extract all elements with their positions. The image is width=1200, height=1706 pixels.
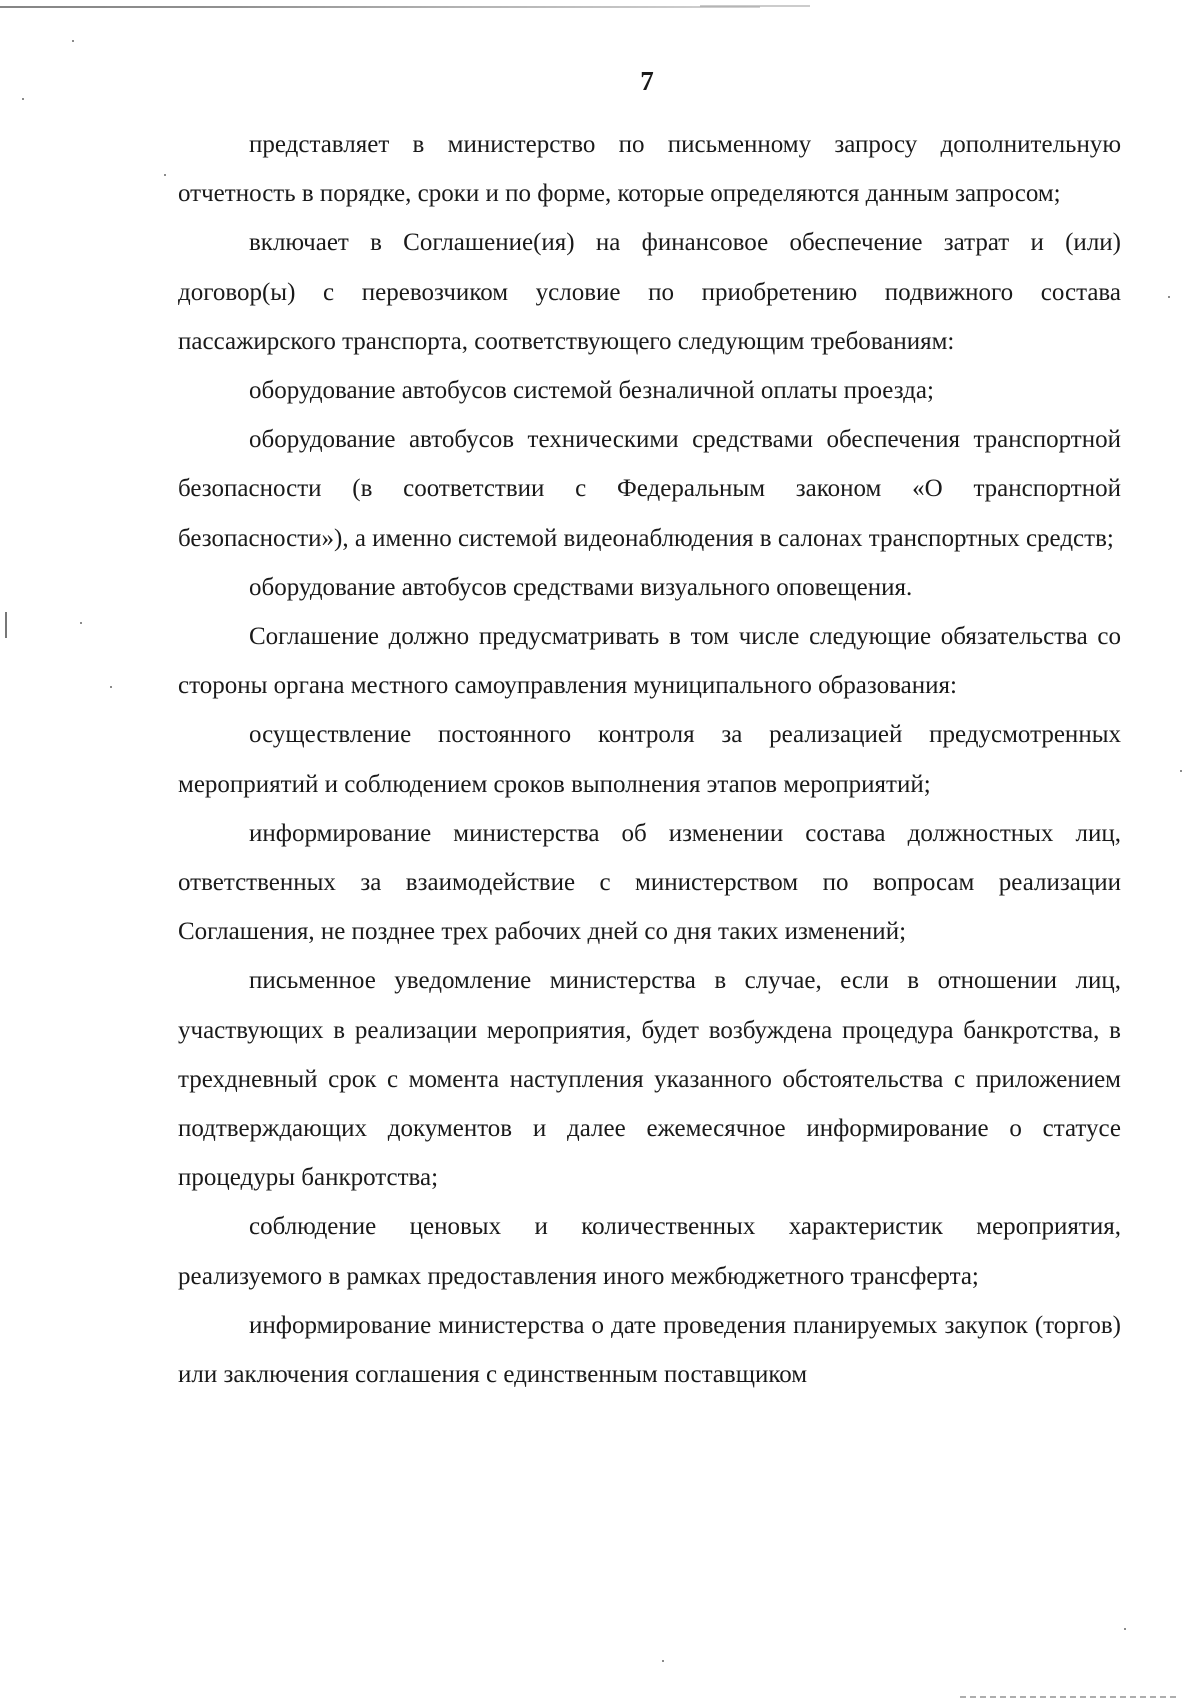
scan-edge-line-bottom [960, 1696, 1180, 1698]
paragraph-price-characteristics: соблюдение ценовых и количественных характеристик мероприятия, реализуемого в рамках предоставления иного межбюджетного трансферта; [178, 1213, 1121, 1290]
scan-speck [22, 98, 24, 100]
paragraph-bankruptcy-notice: письменное уведомление министерства в случае, если в отношении лиц, участвующих в реализации мероприятия, будет возбуждена процедура банкротства, в трехдневный срок с момента наступления указанного обстоятельства с приложением подтверждающих документов и далее ежемесячное информирование о статусе процедуры банкротства; [178, 967, 1121, 1192]
scan-speck [1180, 770, 1182, 772]
paragraph-transport-security: оборудование автобусов техническими средствами обеспечения транспортной безопасности (в соответствии с Федеральным законом «О транспортной безопасности»), а именно системой видеонаблюдения в салонах транспортных средств; [178, 426, 1121, 552]
scan-edge-line-top-right [700, 5, 810, 7]
paragraph-visual-notification: оборудование автобусов средствами визуального оповещения. [249, 573, 913, 601]
scan-speck [72, 40, 74, 42]
scan-speck [164, 174, 166, 176]
paragraph-agreement-terms: включает в Соглашение(ия) на финансовое обеспечение затрат и (или) договор(ы) с перевозчиком условие по приобретению подвижного состава пассажирского транспорта, соответствующего следующим требованиям: [178, 229, 1121, 355]
page-number: 7 [640, 66, 654, 96]
paragraph-personnel-changes: информирование министерства об изменении состава должностных лиц, ответственных за взаимодействие с министерством по вопросам реализации Соглашения, не позднее трех рабочих дней со дня таких изменений; [178, 819, 1121, 946]
paragraph-cashless-payment: оборудование автобусов системой безналичной оплаты проезда; [249, 377, 934, 405]
scan-speck [1124, 1628, 1126, 1630]
scan-edge-line-top [0, 6, 760, 8]
scan-speck [1168, 296, 1170, 298]
paragraph-agreement-obligations: Соглашение должно предусматривать в том числе следующие обязательства со стороны органа местного самоуправления муниципального образования: [178, 623, 1121, 700]
paragraph-monitoring: осуществление постоянного контроля за реализацией предусмотренных мероприятий и соблюдением сроков выполнения этапов мероприятий; [178, 721, 1121, 798]
scan-speck [662, 1660, 664, 1662]
scan-edge-mark-left [5, 612, 7, 638]
paragraph-additional-reporting: представляет в министерство по письменному запросу дополнительную отчетность в порядке, сроки и по форме, которые определяются данным запросом; [178, 131, 1121, 208]
scan-speck [110, 686, 112, 688]
scan-speck [80, 622, 82, 624]
paragraph-procurement-notice: информирование министерства о дате проведения планируемых закупок (торгов) или заключения соглашения с единственным поставщиком [178, 1311, 1121, 1389]
document-body [178, 120, 1121, 1399]
